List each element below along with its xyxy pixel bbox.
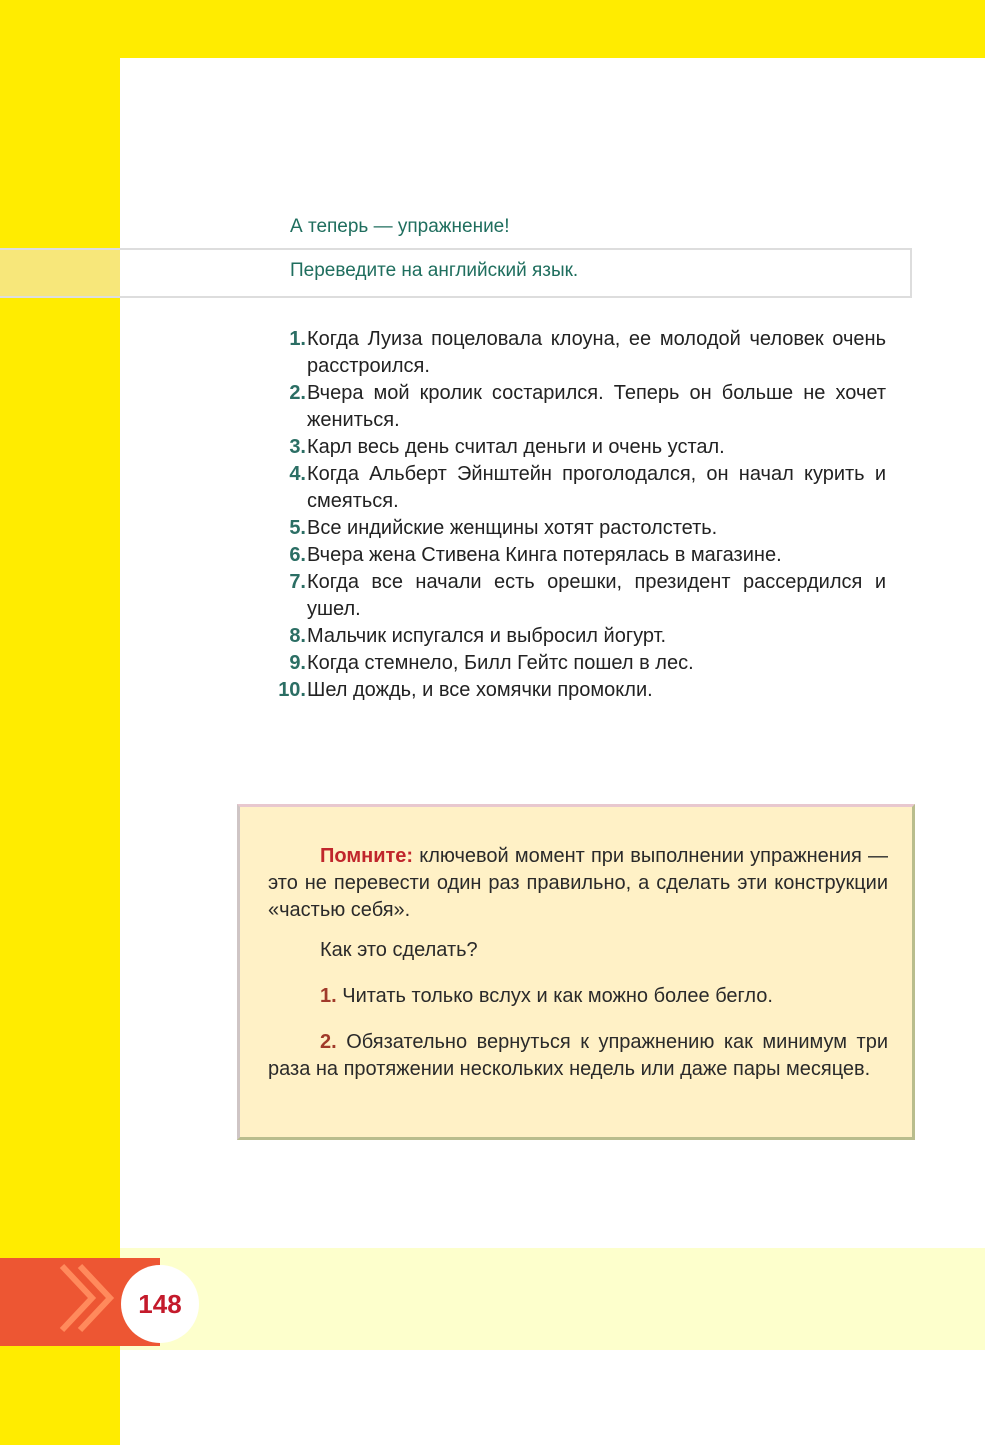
item-number: 1. [289, 328, 306, 350]
item-text: Вчера жена Стивена Кинга потерялась в магазине. [307, 544, 782, 566]
item-number: 4. [289, 463, 306, 485]
item-text: Когда все начали есть орешки, президент рассердился и ушел. [307, 571, 886, 620]
exercise-list [262, 326, 886, 704]
item-text: Мальчик испугался и выбросил йогурт. [307, 625, 667, 647]
exercise-item [262, 650, 886, 677]
item-text: Карл весь день считал деньги и очень устал. [307, 436, 725, 458]
exercise-item [262, 623, 886, 650]
item-number: 5. [289, 517, 306, 539]
exercise-item [262, 326, 886, 380]
item-number: 6. [289, 544, 306, 566]
section-title: А теперь — упражнение! [290, 216, 510, 237]
exercise-item [262, 515, 886, 542]
item-text: Когда Луиза поцеловала клоуна, ее молодой человек очень расстроился. [307, 328, 886, 377]
exercise-item [262, 434, 886, 461]
item-text: Когда Альберт Эйнштейн проголодался, он начал курить и смеяться. [307, 463, 886, 512]
note-tip [268, 1029, 888, 1083]
note-lead: Помните: [320, 845, 414, 867]
page-number-badge [121, 1265, 199, 1343]
footer-band [120, 1248, 985, 1350]
tip-text: Обязательно вернуться к упражнению как минимум три раза на протяжении нескольких недель или даже пары месяцев. [268, 1031, 888, 1080]
chevron-right-icon [76, 1262, 116, 1334]
note-tip [268, 983, 888, 1010]
exercise-item [262, 677, 886, 704]
instruction-text: Переведите на английский язык. [290, 260, 579, 281]
item-number: 3. [289, 436, 306, 458]
note-question: Как это сделать? [320, 939, 478, 961]
item-text: Когда стемнело, Билл Гейтс пошел в лес. [307, 652, 694, 674]
page-number: 148 [138, 1288, 182, 1319]
note-body: ключевой момент при выполнении упражнения — это не перевести один раз правильно, а сделать эти конструкции «частью себя». [268, 845, 888, 921]
tip-text: Читать только вслух и как можно более бегло. [336, 985, 773, 1007]
item-text: Шел дождь, и все хомячки промокли. [307, 679, 653, 701]
note-paragraph [268, 843, 888, 924]
top-yellow-band [0, 0, 985, 58]
instruction-box-tint [0, 250, 120, 296]
reminder-note-box [237, 804, 915, 1140]
exercise-item [262, 461, 886, 515]
item-number: 7. [289, 571, 306, 593]
item-number: 10. [278, 679, 306, 701]
item-number: 9. [289, 652, 306, 674]
tip-number: 1. [320, 985, 337, 1007]
item-text: Все индийские женщины хотят растолстеть. [307, 517, 718, 539]
item-number: 8. [289, 625, 306, 647]
tip-number: 2. [320, 1031, 337, 1053]
item-text: Вчера мой кролик состарился. Теперь он больше не хочет жениться. [307, 382, 886, 431]
exercise-item [262, 380, 886, 434]
left-yellow-band [0, 0, 120, 1445]
exercise-item [262, 542, 886, 569]
item-number: 2. [289, 382, 306, 404]
exercise-item [262, 569, 886, 623]
